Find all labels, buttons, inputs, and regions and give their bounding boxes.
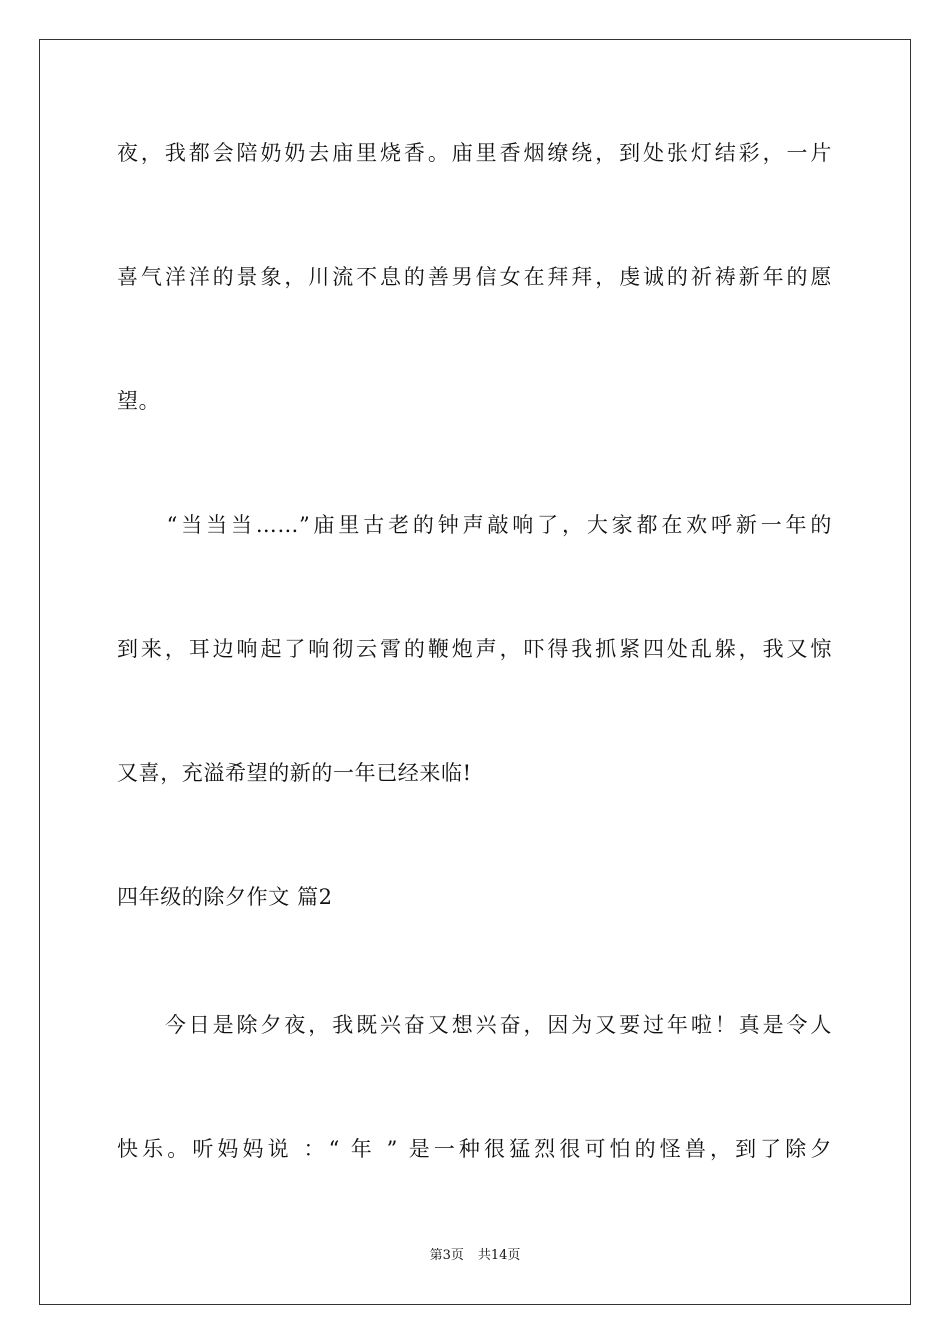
page-border — [39, 39, 911, 1305]
text-line-8: 快乐。听妈妈说 ：“ 年 ” 是一种很猛烈很可怕的怪兽，到了除夕 — [117, 1137, 832, 1161]
section-heading: 四年级的除夕作文 篇2 — [117, 885, 333, 909]
text-line-4: “当当当……”庙里古老的钟声敲响了，大家都在欢呼新一年的 — [117, 513, 832, 537]
text-line-5: 到来，耳边响起了响彻云霄的鞭炮声，吓得我抓紧四处乱躲，我又惊 — [117, 637, 832, 661]
text-line-3: 望。 — [117, 389, 161, 413]
text-line-7: 今日是除夕夜，我既兴奋又想兴奋，因为又要过年啦！真是令人 — [117, 1013, 832, 1037]
page-total: 共14页 — [477, 1248, 521, 1263]
page-footer — [0, 1247, 950, 1265]
page-number: 第3页 — [429, 1248, 464, 1263]
text-line-2: 喜气洋洋的景象，川流不息的善男信女在拜拜，虔诚的祈祷新年的愿 — [117, 265, 832, 289]
text-line-1: 夜，我都会陪奶奶去庙里烧香。庙里香烟缭绕，到处张灯结彩，一片 — [117, 141, 832, 165]
text-line-6: 又喜，充溢希望的新的一年已经来临! — [117, 761, 472, 785]
